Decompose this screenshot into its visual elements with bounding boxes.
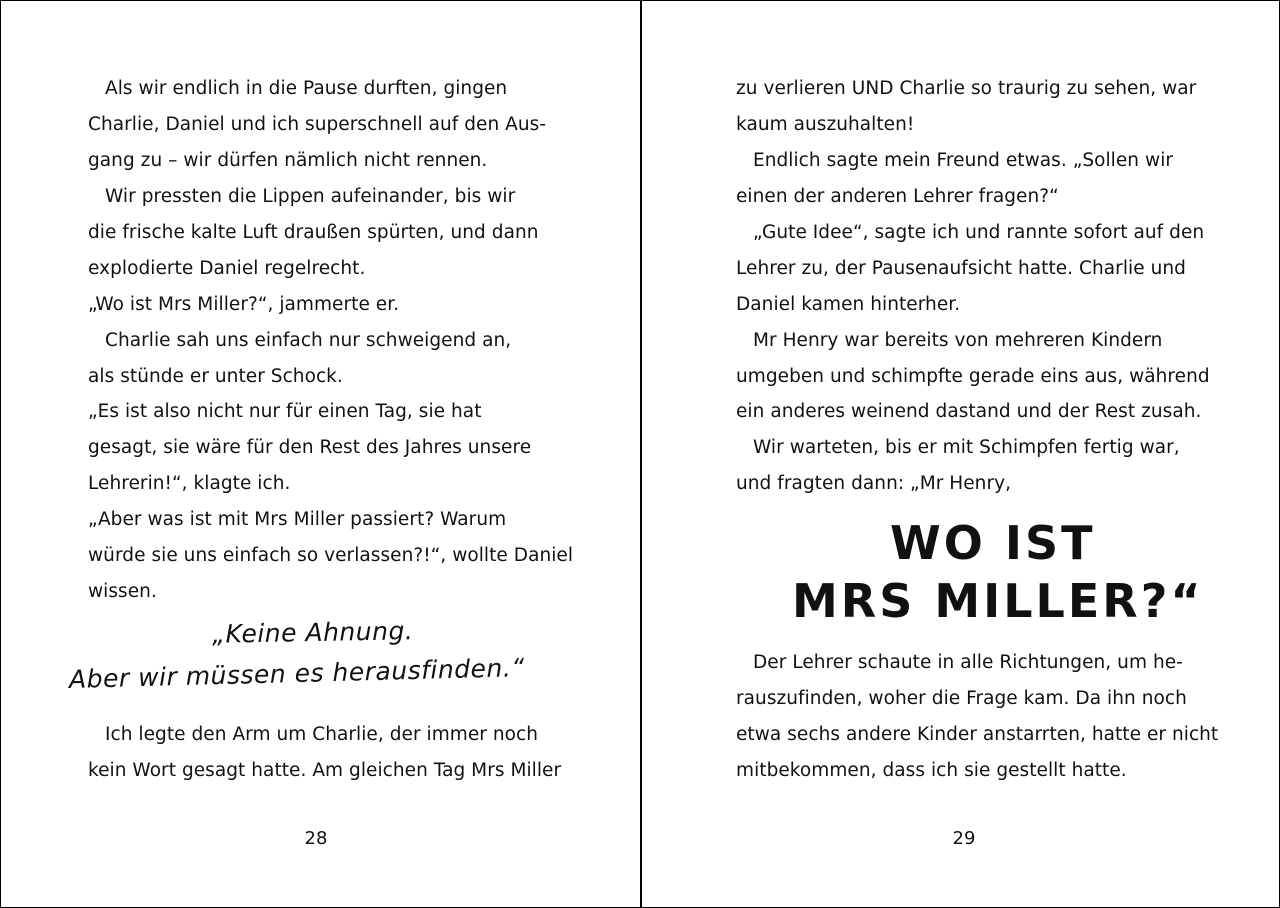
handwritten-line: „Keine Ahnung. (211, 616, 414, 649)
text-line: gang zu – wir dürfen nämlich nicht rennen. (88, 150, 488, 171)
left-page (1, 1, 640, 908)
text-line: Ich legte den Arm um Charlie, der immer noch (105, 724, 539, 745)
handwritten-line: Aber wir müssen es herausfinden.“ (68, 653, 526, 694)
text-line: kein Wort gesagt hatte. Am gleichen Tag Mrs Miller (88, 760, 562, 781)
text-line: Charlie, Daniel und ich superschnell auf den Aus- (88, 114, 547, 135)
text-line: etwa sechs andere Kinder anstarrten, hatte er nicht (736, 724, 1219, 745)
text-line: „Gute Idee“, sagte ich und rannte sofort auf den (753, 222, 1205, 243)
shout-line: WO IST (890, 516, 1096, 570)
page-number: 28 (304, 828, 328, 849)
text-line: Als wir endlich in die Pause durften, gingen (105, 78, 508, 99)
text-line: „Es ist also nicht nur für einen Tag, sie hat (88, 401, 482, 422)
shout-line: MRS MILLER?“ (792, 574, 1204, 628)
text-line: „Wo ist Mrs Miller?“, jammerte er. (88, 294, 400, 315)
text-line: mitbekommen, dass ich sie gestellt hatte. (736, 760, 1127, 781)
page-number: 29 (952, 828, 976, 849)
text-line: wissen. (88, 581, 157, 602)
text-line: rauszufinden, woher die Frage kam. Da ihn noch (736, 688, 1187, 709)
text-line: Lehrer zu, der Pausenaufsicht hatte. Charlie und (736, 258, 1186, 279)
text-line: Wir pressten die Lippen aufeinander, bis wir (105, 186, 516, 207)
text-line: umgeben und schimpfte gerade eins aus, während (736, 366, 1210, 387)
text-line: würde sie uns einfach so verlassen?!“, wollte Daniel (88, 545, 574, 566)
right-page (642, 1, 1280, 908)
text-line: kaum auszuhalten! (736, 114, 915, 135)
text-line: „Aber was ist mit Mrs Miller passiert? Warum (88, 509, 507, 530)
text-line: einen der anderen Lehrer fragen?“ (736, 186, 1059, 207)
text-line: zu verlieren UND Charlie so traurig zu sehen, war (736, 78, 1197, 99)
text-line: und fragten dann: „Mr Henry, (736, 473, 1012, 494)
text-line: Wir warteten, bis er mit Schimpfen fertig war, (753, 437, 1180, 458)
text-line: explodierte Daniel regelrecht. (88, 258, 366, 279)
text-line: die frische kalte Luft draußen spürten, und dann (88, 222, 539, 243)
text-line: Lehrerin!“, klagte ich. (88, 473, 291, 494)
text-line: Der Lehrer schaute in alle Richtungen, um he- (753, 652, 1183, 673)
text-line: als stünde er unter Schock. (88, 366, 343, 387)
text-line: gesagt, sie wäre für den Rest des Jahres unsere (88, 437, 532, 458)
text-line: Daniel kamen hinterher. (736, 294, 961, 315)
text-line: Charlie sah uns einfach nur schweigend an, (105, 330, 512, 351)
text-line: ein anderes weinend dastand und der Rest zusah. (736, 401, 1202, 422)
text-line: Mr Henry war bereits von mehreren Kindern (753, 330, 1163, 351)
text-line: Endlich sagte mein Freund etwas. „Sollen wir (753, 150, 1174, 171)
